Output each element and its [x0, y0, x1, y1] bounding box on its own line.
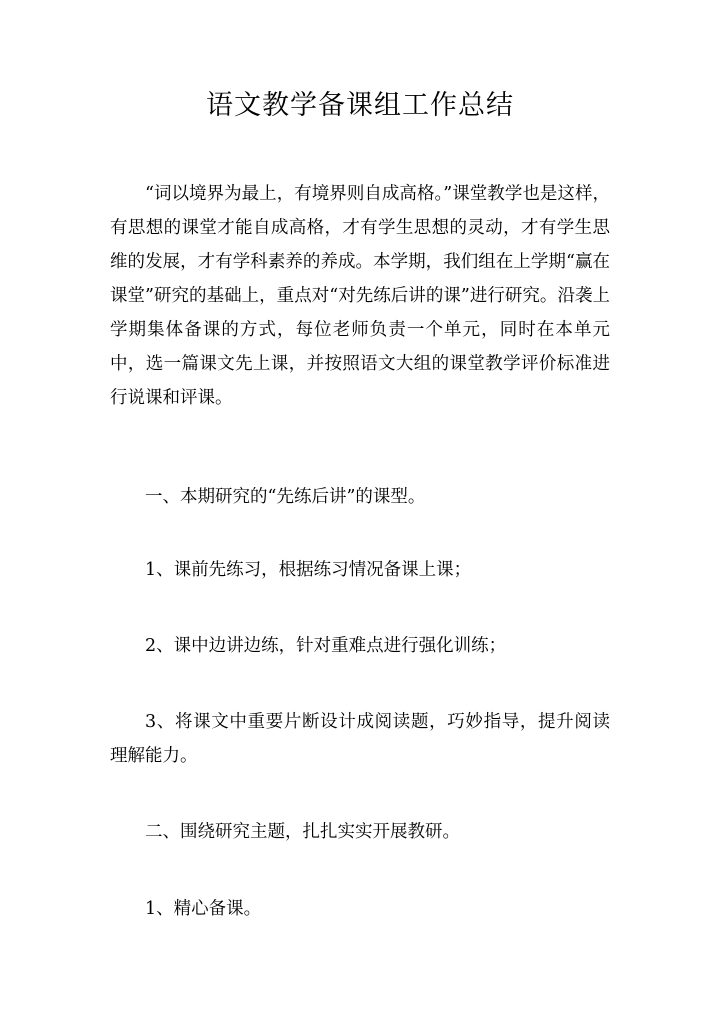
document-title: 语文教学备课组工作总结: [206, 90, 514, 121]
subsection-heading-1: 1、精心备课。: [145, 899, 262, 919]
list-item: 2、课中边讲边练，针对重难点进行强化训练；: [145, 636, 507, 656]
intro-paragraph: “词以境界为最上，有境界则自成高格。”课堂教学也是这样，有思想的课堂才能自成高格，才有学生思想的灵动，才有学生思维的发展，才有学科素养的养成。本学期，我们组在上学期“赢在课堂”研究的基础上，重点对“对先练后讲的课”进行研究。沿袭上学期集体备课的方式，每位老师负责一个单元，同时在本单元中，选一篇课文先上课，并按照语文大组的课堂教学评价标准进行说课和评课。: [110, 184, 610, 408]
list-item: 3、将课文中重要片断设计成阅读题，巧妙指导，提升阅读理解能力。: [110, 712, 610, 766]
section-heading-1: 一、本期研究的“先练后讲”的课型。: [145, 487, 426, 507]
section-heading-2: 二、围绕研究主题，扎扎实实开展教研。: [145, 822, 460, 842]
list-item: 1、课前先练习，根据练习情况备课上课；: [145, 560, 472, 580]
